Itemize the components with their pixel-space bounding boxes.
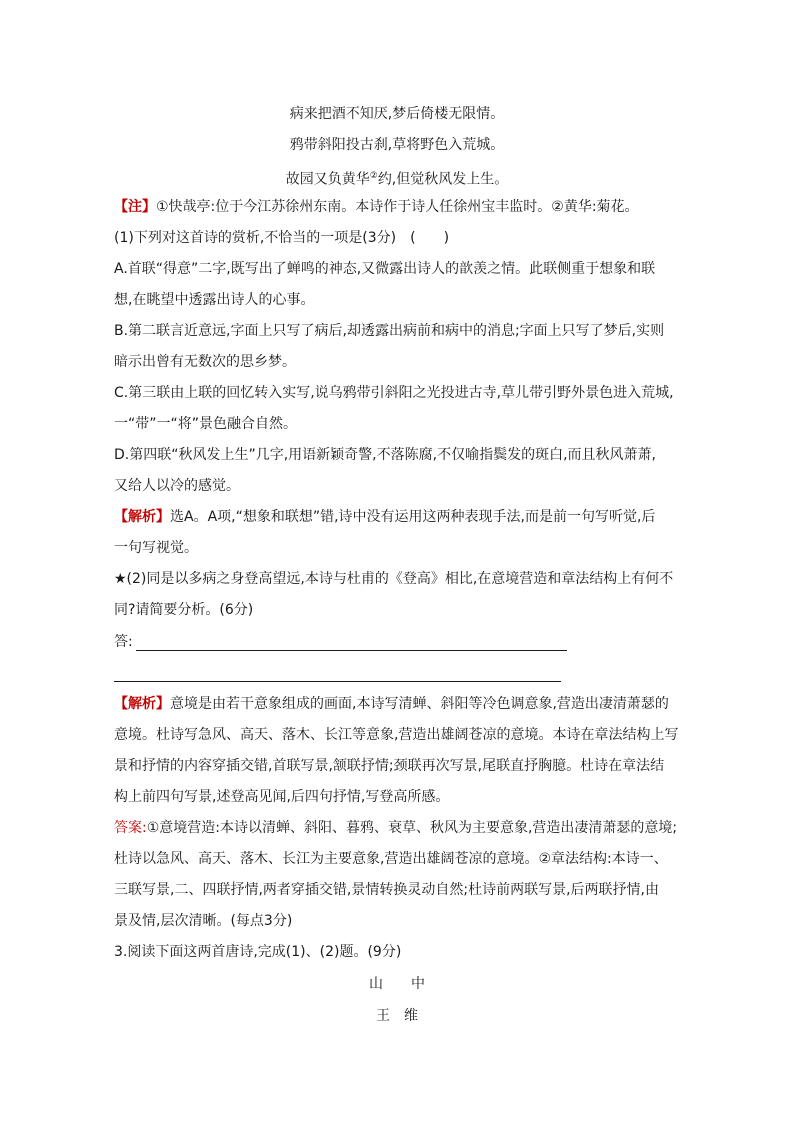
answer-blank-line-1[interactable] <box>136 650 567 651</box>
q2-key-line4: 景及情,层次清晰。(每点3分) <box>114 913 293 929</box>
q1-option-b-line2: 暗示出曾有无数次的思乡梦。 <box>114 354 296 370</box>
poem-line-3: 故园又负黄华②约,但觉秋风发上生。 <box>285 171 509 188</box>
answer-blank-line-2[interactable] <box>114 681 561 682</box>
note-tag: 【注】 <box>114 199 156 215</box>
q1-analysis-line1: 【解析】选A。A项,“想象和联想”错,诗中没有运用这两种表现手法,而是前一句写听觉,后 <box>114 509 656 525</box>
q1-analysis-line2: 一句写视觉。 <box>114 540 198 556</box>
q2-key-line1: 答案:①意境营造:本诗以清蝉、斜阳、暮鸦、衰草、秋风为主要意象,营造出凄清萧瑟的意境; <box>114 820 678 836</box>
q2-stem-line1: ★(2)同是以多病之身登高望远,本诗与杜甫的《登高》相比,在意境营造和章法结构上有何不 <box>114 571 674 587</box>
q2-analysis-line2: 意境。杜诗写急风、高天、落木、长江等意象,营造出雄阔苍凉的意境。本诗在章法结构上写 <box>114 727 679 743</box>
q3-stem: 3.阅读下面这两首唐诗,完成(1)、(2)题。(9分) <box>114 944 402 960</box>
q2-answer-prefix: 答: <box>114 634 133 650</box>
poem-line-1: 病来把酒不知厌,梦后倚楼无限情。 <box>289 106 505 122</box>
q2-key-line3: 三联写景,二、四联抒情,两者穿插交错,景情转换灵动自然;杜诗前两联写景,后两联抒情,由 <box>114 882 659 898</box>
q1-option-a-line2: 想,在眺望中透露出诗人的心事。 <box>114 292 315 308</box>
poem-author: 王 维 <box>376 1008 418 1024</box>
q1-option-d-line1: D.第四联“秋风发上生”几字,用语新颖奇警,不落陈腐,不仅喻指鬓发的斑白,而且秋风萧萧, <box>114 447 656 463</box>
q2-analysis-line4: 构上前四句写景,述登高见闻,后四句抒情,写登高所感。 <box>114 789 450 805</box>
q1-option-b-line1: B.第二联言近意远,字面上只写了病后,却透露出病前和病中的消息;字面上只写了梦后,实则 <box>114 323 665 339</box>
q1-option-a-line1: A.首联“得意”二字,既写出了蝉鸣的神态,又微露出诗人的歆羡之情。此联侧重于想象和联 <box>114 261 656 277</box>
q1-option-c-line2: 一“带”一“将”景色融合自然。 <box>114 416 298 432</box>
q1-stem: (1)下列对这首诗的赏析,不恰当的一项是(3分) ( ) <box>114 230 450 246</box>
q2-stem-line2: 同?请简要分析。(6分) <box>114 602 254 618</box>
q2-analysis-line3: 景和抒情的内容穿插交错,首联写景,颔联抒情;颈联再次写景,尾联直抒胸臆。杜诗在章法结 <box>114 758 665 774</box>
analysis-tag: 【解析】 <box>114 696 170 712</box>
q2-analysis-line1: 【解析】意境是由若干意象组成的画面,本诗写清蝉、斜阳等冷色调意象,营造出凄清萧瑟的 <box>114 696 669 712</box>
poem-line-2: 鸦带斜阳投古刹,草将野色入荒城。 <box>289 137 505 153</box>
q2-key-line2: 杜诗以急风、高天、落木、长江为主要意象,营造出雄阔苍凉的意境。②章法结构:本诗一、 <box>114 851 668 867</box>
q1-option-c-line1: C.第三联由上联的回忆转入实写,说乌鸦带引斜阳之光投进古寺,草儿带引野外景色进入荒城, <box>114 385 674 401</box>
poem-note: 【注】①快哉亭:位于今江苏徐州东南。本诗作于诗人任徐州宝丰监时。②黄华:菊花。 <box>114 199 639 215</box>
answer-key-label: 答案: <box>114 820 147 836</box>
q1-option-d-line2: 又给人以冷的感觉。 <box>114 478 240 494</box>
analysis-tag: 【解析】 <box>114 509 170 525</box>
poem-title: 山 中 <box>369 976 425 992</box>
